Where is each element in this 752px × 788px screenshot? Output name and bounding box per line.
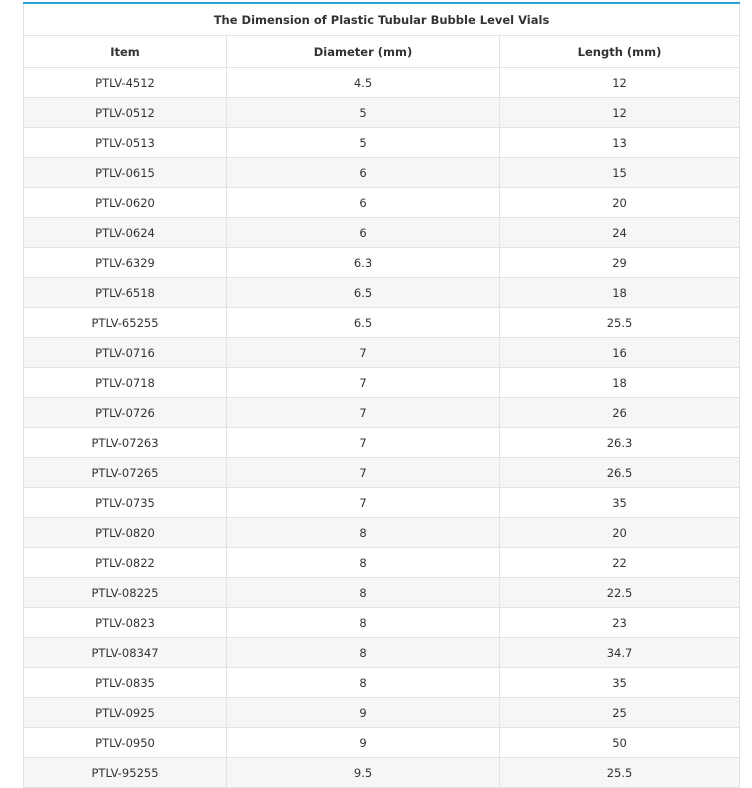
length-cell: 25.5 xyxy=(500,758,740,788)
item-cell: PTLV-0726 xyxy=(24,398,227,428)
table-body xyxy=(24,68,740,788)
diameter-cell: 8 xyxy=(227,608,500,638)
length-cell: 22 xyxy=(500,548,740,578)
diameter-cell: 6.5 xyxy=(227,308,500,338)
diameter-cell: 8 xyxy=(227,518,500,548)
item-cell: PTLV-0835 xyxy=(24,668,227,698)
length-cell: 16 xyxy=(500,338,740,368)
item-cell: PTLV-0620 xyxy=(24,188,227,218)
table-row xyxy=(24,248,740,278)
table-row xyxy=(24,338,740,368)
length-cell: 35 xyxy=(500,488,740,518)
item-cell: PTLV-6518 xyxy=(24,278,227,308)
table-header-row xyxy=(24,36,740,68)
diameter-cell: 7 xyxy=(227,488,500,518)
diameter-cell: 7 xyxy=(227,398,500,428)
table-row xyxy=(24,278,740,308)
item-cell: PTLV-0823 xyxy=(24,608,227,638)
item-cell: PTLV-07263 xyxy=(24,428,227,458)
diameter-cell: 8 xyxy=(227,578,500,608)
table-row xyxy=(24,638,740,668)
item-cell: PTLV-4512 xyxy=(24,68,227,98)
diameter-cell: 6 xyxy=(227,218,500,248)
diameter-cell: 7 xyxy=(227,458,500,488)
item-cell: PTLV-07265 xyxy=(24,458,227,488)
item-cell: PTLV-0615 xyxy=(24,158,227,188)
diameter-cell: 9 xyxy=(227,698,500,728)
table-row xyxy=(24,368,740,398)
dimension-table xyxy=(23,2,740,788)
table-row xyxy=(24,128,740,158)
item-cell: PTLV-0735 xyxy=(24,488,227,518)
diameter-cell: 7 xyxy=(227,368,500,398)
table-row xyxy=(24,728,740,758)
table-title: The Dimension of Plastic Tubular Bubble Level Vials xyxy=(24,3,740,36)
item-cell: PTLV-0822 xyxy=(24,548,227,578)
table-row xyxy=(24,548,740,578)
length-cell: 25.5 xyxy=(500,308,740,338)
item-cell: PTLV-0513 xyxy=(24,128,227,158)
item-cell: PTLV-0925 xyxy=(24,698,227,728)
table-row xyxy=(24,158,740,188)
length-cell: 25 xyxy=(500,698,740,728)
diameter-cell: 6.5 xyxy=(227,278,500,308)
length-cell: 13 xyxy=(500,128,740,158)
length-cell: 22.5 xyxy=(500,578,740,608)
item-cell: PTLV-0512 xyxy=(24,98,227,128)
item-cell: PTLV-0820 xyxy=(24,518,227,548)
length-cell: 15 xyxy=(500,158,740,188)
table-title-row xyxy=(24,3,740,36)
diameter-cell: 5 xyxy=(227,98,500,128)
diameter-cell: 8 xyxy=(227,668,500,698)
length-cell: 12 xyxy=(500,98,740,128)
table-row xyxy=(24,308,740,338)
table-row xyxy=(24,68,740,98)
table-row xyxy=(24,98,740,128)
diameter-cell: 9 xyxy=(227,728,500,758)
diameter-cell: 8 xyxy=(227,638,500,668)
diameter-cell: 7 xyxy=(227,428,500,458)
item-cell: PTLV-08347 xyxy=(24,638,227,668)
table-row xyxy=(24,698,740,728)
header-item: Item xyxy=(24,36,227,68)
item-cell: PTLV-95255 xyxy=(24,758,227,788)
dimension-table-container xyxy=(23,2,739,788)
length-cell: 26 xyxy=(500,398,740,428)
length-cell: 50 xyxy=(500,728,740,758)
item-cell: PTLV-6329 xyxy=(24,248,227,278)
table-row xyxy=(24,518,740,548)
table-row xyxy=(24,668,740,698)
item-cell: PTLV-65255 xyxy=(24,308,227,338)
length-cell: 29 xyxy=(500,248,740,278)
length-cell: 26.5 xyxy=(500,458,740,488)
length-cell: 18 xyxy=(500,278,740,308)
item-cell: PTLV-0950 xyxy=(24,728,227,758)
table-row xyxy=(24,428,740,458)
table-row xyxy=(24,218,740,248)
diameter-cell: 7 xyxy=(227,338,500,368)
table-row xyxy=(24,578,740,608)
diameter-cell: 4.5 xyxy=(227,68,500,98)
item-cell: PTLV-0624 xyxy=(24,218,227,248)
table-row xyxy=(24,398,740,428)
length-cell: 34.7 xyxy=(500,638,740,668)
table-row xyxy=(24,608,740,638)
table-row xyxy=(24,458,740,488)
table-row xyxy=(24,488,740,518)
length-cell: 12 xyxy=(500,68,740,98)
diameter-cell: 9.5 xyxy=(227,758,500,788)
header-diameter: Diameter (mm) xyxy=(227,36,500,68)
item-cell: PTLV-0718 xyxy=(24,368,227,398)
length-cell: 24 xyxy=(500,218,740,248)
length-cell: 20 xyxy=(500,188,740,218)
diameter-cell: 6.3 xyxy=(227,248,500,278)
length-cell: 20 xyxy=(500,518,740,548)
table-row xyxy=(24,188,740,218)
length-cell: 23 xyxy=(500,608,740,638)
diameter-cell: 6 xyxy=(227,188,500,218)
length-cell: 18 xyxy=(500,368,740,398)
item-cell: PTLV-0716 xyxy=(24,338,227,368)
item-cell: PTLV-08225 xyxy=(24,578,227,608)
diameter-cell: 8 xyxy=(227,548,500,578)
diameter-cell: 6 xyxy=(227,158,500,188)
table-row xyxy=(24,758,740,788)
length-cell: 26.3 xyxy=(500,428,740,458)
length-cell: 35 xyxy=(500,668,740,698)
diameter-cell: 5 xyxy=(227,128,500,158)
header-length: Length (mm) xyxy=(500,36,740,68)
